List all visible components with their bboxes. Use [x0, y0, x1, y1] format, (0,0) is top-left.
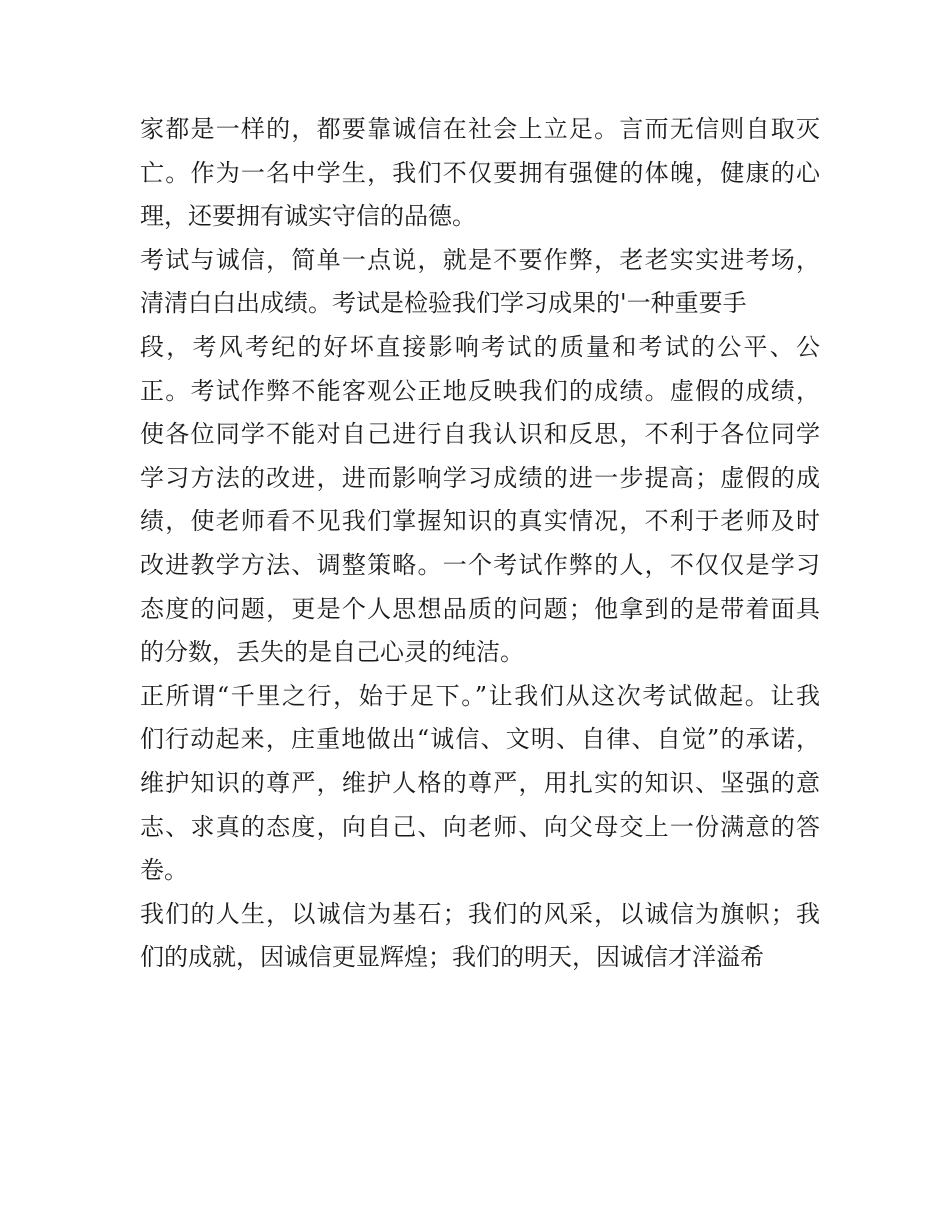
- text-line: 家都是一样的，都要靠诚信在社会上立足。言而无信则自取灭: [140, 115, 820, 143]
- text-line: 绩，使老师看不见我们掌握知识的真实情况，不利于老师及时: [140, 507, 820, 536]
- text-line: 们的成就，因诚信更显辉煌；我们的明天，因诚信才洋溢希: [140, 943, 764, 972]
- text-line: 卷。: [140, 856, 188, 885]
- text-line: 的分数，丢失的是自己心灵的纯洁。: [140, 638, 524, 667]
- text-line: 们行动起来，庄重地做出“诚信、文明、自律、自觉”的承诺，: [140, 725, 820, 754]
- text-line: 我们的人生，以诚信为基石；我们的风采，以诚信为旗帜；我: [140, 899, 820, 928]
- body-text: [140, 108, 820, 980]
- text-line: 段，考风考纪的好坏直接影响考试的质量和考试的公平、公: [140, 332, 820, 361]
- text-line: 亡。作为一名中学生，我们不仅要拥有强健的体魄，健康的心: [140, 158, 820, 187]
- text-line: 理，还要拥有诚实守信的品德。: [140, 202, 476, 231]
- text-line: 正所谓“千里之行，始于足下。”让我们从这次考试做起。让我: [140, 681, 820, 710]
- text-line: 正。考试作弊不能客观公正地反映我们的成绩。虚假的成绩，: [140, 376, 820, 405]
- text-line: 学习方法的改进，进而影响学习成绩的进一步提高；虚假的成: [140, 463, 820, 492]
- text-line: 志、求真的态度，向自己、向老师、向父母交上一份满意的答: [140, 812, 820, 841]
- text-line: 清清白白出成绩。考试是检验我们学习成果的'一种重要手: [140, 289, 747, 318]
- text-line: 考试与诚信，简单一点说，就是不要作弊，老老实实进考场，: [140, 245, 820, 274]
- text-line: 使各位同学不能对自己进行自我认识和反思，不利于各位同学: [140, 420, 820, 449]
- text-line: 态度的问题，更是个人思想品质的问题；他拿到的是带着面具: [140, 594, 820, 623]
- text-line: 改进教学方法、调整策略。一个考试作弊的人，不仅仅是学习: [140, 550, 820, 579]
- text-line: 维护知识的尊严，维护人格的尊严，用扎实的知识、坚强的意: [140, 768, 820, 797]
